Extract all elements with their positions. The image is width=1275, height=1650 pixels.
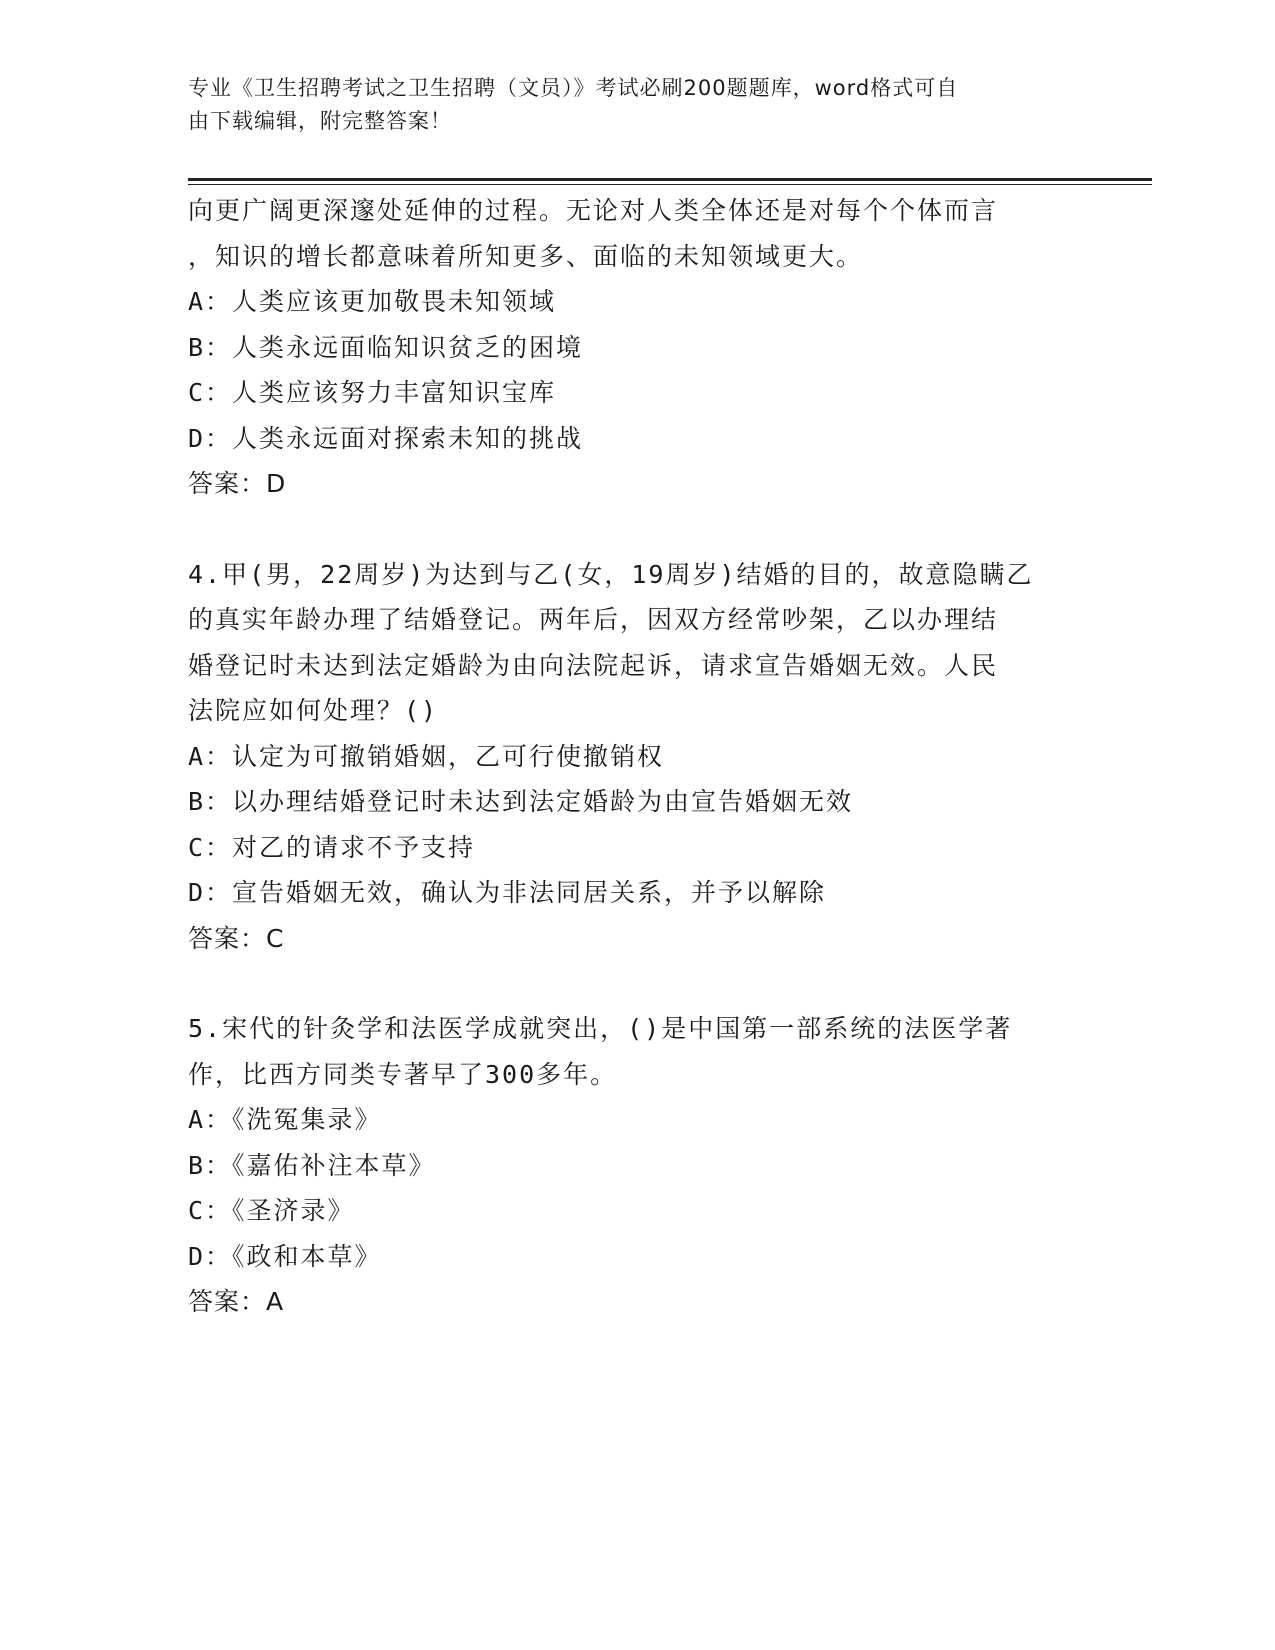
- question-3: [188, 188, 1088, 507]
- option-d: D：宣告婚姻无效，确认为非法同居关系，并予以解除: [188, 878, 827, 907]
- answer-line: 答案：C: [188, 923, 285, 953]
- spacer: [188, 507, 1088, 552]
- option-c: C：《圣济录》: [188, 1196, 355, 1225]
- option-b: B：《嘉佑补注本草》: [188, 1150, 436, 1180]
- question-stem-line: 4.甲(男，22周岁)为达到与乙(女，19周岁)结婚的目的，故意隐瞒乙: [188, 559, 1034, 589]
- question-stem-line: 作，比西方同类专著早了300多年。: [188, 1059, 618, 1089]
- question-stem-line: 法院应如何处理？(): [188, 696, 439, 725]
- option-a: A：《洗冤集录》: [188, 1105, 382, 1134]
- document-body: [188, 188, 1088, 1325]
- option-a: A：人类应该更加敬畏未知领域: [188, 287, 557, 316]
- option-d: D：人类永远面对探索未知的挑战: [188, 423, 584, 453]
- option-c: C：对乙的请求不予支持: [188, 832, 476, 862]
- spacer: [188, 961, 1088, 1006]
- document-header: [188, 72, 1068, 138]
- question-stem-line: ，知识的增长都意味着所知更多、面临的未知领域更大。: [188, 241, 864, 271]
- header-divider-thin: [188, 184, 1152, 185]
- option-b: B：人类永远面临知识贫乏的困境: [188, 332, 584, 362]
- header-line-2: 由下载编辑，附完整答案！: [188, 109, 452, 133]
- answer-line: 答案：A: [188, 1287, 285, 1316]
- question-stem-line: 婚登记时未达到法定婚龄为由向法院起诉，请求宣告婚姻无效。人民: [188, 650, 999, 680]
- option-d: D：《政和本草》: [188, 1241, 382, 1271]
- question-5: [188, 1006, 1088, 1325]
- option-b: B：以办理结婚登记时未达到法定婚龄为由宣告婚姻无效: [188, 787, 854, 816]
- question-stem-line: 5.宋代的针灸学和法医学成就突出，()是中国第一部系统的法医学著: [188, 1014, 1013, 1043]
- option-c: C：人类应该努力丰富知识宝库: [188, 378, 557, 407]
- question-4: [188, 552, 1088, 962]
- answer-line: 答案：D: [188, 469, 287, 498]
- question-stem-line: 向更广阔更深邃处延伸的过程。无论对人类全体还是对每个个体而言: [188, 196, 999, 225]
- header-line-1: 专业《卫生招聘考试之卫生招聘（文员）》考试必刷200题题库，word格式可自: [188, 76, 959, 100]
- option-a: A：认定为可撤销婚姻，乙可行使撤销权: [188, 741, 665, 771]
- header-divider-thick: [188, 178, 1152, 181]
- question-stem-line: 的真实年龄办理了结婚登记。两年后，因双方经常吵架，乙以办理结: [188, 605, 999, 634]
